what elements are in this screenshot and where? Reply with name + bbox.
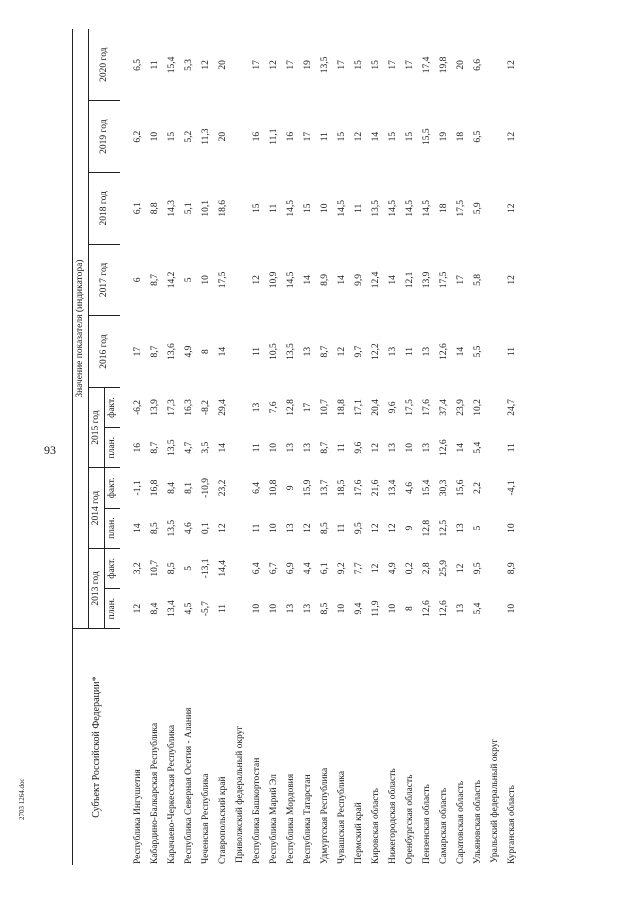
value-cell: 8,7 <box>320 441 330 454</box>
value-cell: 4,6 <box>405 481 415 494</box>
value-cell: 8,1 <box>184 481 194 494</box>
value-cell: 13 <box>286 442 296 453</box>
value-cell: 2,2 <box>473 481 483 494</box>
value-cell: 10,1 <box>201 199 211 217</box>
value-cell: 17 <box>252 60 262 70</box>
value-cell: 17,3 <box>167 399 177 416</box>
table-row <box>470 29 487 865</box>
value-cell: 25,9 <box>439 560 449 577</box>
value-cell: 5,2 <box>184 130 194 143</box>
value-cell: 17,5 <box>439 271 449 289</box>
region-name-cell: Самарская область <box>439 787 449 864</box>
value-cell: 8,7 <box>150 441 160 454</box>
value-cell: 11,1 <box>269 128 279 145</box>
value-cell: 12 <box>371 563 381 574</box>
year-header-2014: 2014 год <box>89 468 105 548</box>
value-cell: 8,4 <box>150 602 160 615</box>
value-cell: 12 <box>456 563 466 574</box>
value-cell: 14 <box>456 346 466 357</box>
value-cell: 0,1 <box>201 522 211 535</box>
value-cell: -8,2 <box>201 399 211 416</box>
value-cell: 5,9 <box>473 202 483 215</box>
value-cell: 10,7 <box>320 399 330 416</box>
value-cell: 17,1 <box>354 399 364 416</box>
table-row <box>300 29 317 865</box>
value-cell: 4,9 <box>388 562 398 575</box>
value-cell: 14,5 <box>286 199 296 217</box>
region-name-cell: Курганская область <box>507 785 517 864</box>
value-cell: 4,5 <box>184 602 194 615</box>
value-cell: -10,9 <box>201 478 211 498</box>
plan-header-2014: план. <box>105 508 121 548</box>
value-cell: 13 <box>286 603 296 614</box>
value-cell: 13,9 <box>422 271 432 289</box>
value-cell: 20,4 <box>371 399 381 416</box>
value-cell: 9,5 <box>354 522 364 535</box>
value-cell: 14 <box>303 275 313 285</box>
value-cell: 10,9 <box>269 271 279 289</box>
value-cell: 13 <box>388 346 398 357</box>
value-cell: 6,9 <box>286 562 296 575</box>
plan-header-2015: план. <box>105 428 121 468</box>
value-cell: 11 <box>337 523 347 533</box>
value-cell: 14 <box>388 275 398 285</box>
value-cell: 8,9 <box>507 562 517 575</box>
value-cell: 14 <box>133 523 143 533</box>
table-row <box>419 29 436 865</box>
table-header <box>73 29 131 865</box>
value-cell: 13,5 <box>167 439 177 457</box>
value-cell: 6,2 <box>133 130 143 143</box>
value-cell: 13,9 <box>150 399 160 416</box>
value-cell: 13 <box>422 346 432 357</box>
region-name-cell: Республика Мордовия <box>286 773 296 864</box>
value-cell: 13,5 <box>286 343 296 360</box>
value-cell: 30,3 <box>439 479 449 497</box>
value-cell: 12 <box>371 442 381 453</box>
value-cell: 5,1 <box>184 202 194 215</box>
value-cell: 13,5 <box>371 199 381 217</box>
table-row <box>385 29 402 865</box>
value-cell: 13 <box>388 442 398 453</box>
value-cell: 14,3 <box>167 199 177 217</box>
value-cell: 5 <box>473 525 483 531</box>
value-cell: 14,2 <box>167 271 177 289</box>
value-cell: 15,4 <box>167 56 177 74</box>
value-cell: 10 <box>269 523 279 533</box>
value-cell: -6,2 <box>133 399 143 416</box>
value-cell: 29,4 <box>218 399 228 416</box>
value-cell: 17 <box>133 346 143 357</box>
value-cell: 13 <box>252 402 262 413</box>
value-cell: 14,5 <box>337 199 347 217</box>
value-cell: 9 <box>286 485 296 491</box>
value-cell: 13,5 <box>320 56 330 74</box>
value-cell: 17,5 <box>218 271 228 289</box>
year-header-2013: 2013 год <box>89 548 105 628</box>
value-cell: 12 <box>269 60 279 70</box>
value-cell: 17,5 <box>456 199 466 217</box>
value-cell: 12,6 <box>439 343 449 360</box>
value-cell: 12,8 <box>422 519 432 537</box>
value-cell: 9,5 <box>473 562 483 575</box>
value-cell: 9 <box>405 525 415 531</box>
value-cell: 12,1 <box>405 271 415 289</box>
value-cell: 17 <box>286 60 296 70</box>
value-cell: 5,3 <box>184 58 194 71</box>
region-name-cell: Чувашская Республика <box>337 770 347 864</box>
value-cell: 12 <box>507 60 517 70</box>
value-cell: 16,8 <box>150 479 160 497</box>
value-cell: 18,8 <box>337 399 347 416</box>
value-cell: 12 <box>337 346 347 357</box>
value-cell: 6,1 <box>320 562 330 575</box>
year-header-2020: 2020 год <box>89 29 121 101</box>
value-cell: 21,6 <box>371 479 381 497</box>
value-cell: 15,6 <box>456 479 466 497</box>
value-cell: 13 <box>303 346 313 357</box>
value-cell: 13 <box>456 603 466 614</box>
value-cell: 8 <box>405 606 415 611</box>
value-cell: 20 <box>218 60 228 70</box>
value-cell: 9,4 <box>354 602 364 615</box>
value-cell: 10,7 <box>150 560 160 577</box>
value-cell: 9,6 <box>388 401 398 414</box>
value-cell: 5,4 <box>473 441 483 454</box>
plan-header-2013: план. <box>105 588 121 628</box>
region-name-cell: Кировская область <box>371 787 381 864</box>
value-cell: 18,6 <box>218 199 228 217</box>
value-cell: 5,4 <box>473 602 483 615</box>
table-row <box>453 29 470 865</box>
table-row <box>147 29 164 865</box>
value-cell: 23,2 <box>218 479 228 497</box>
region-name-cell: Саратовская область <box>456 780 466 864</box>
district-group-label: Приволжский федеральный округ <box>235 725 245 863</box>
value-cell: 17,5 <box>405 399 415 416</box>
value-cell: 18 <box>439 203 449 214</box>
value-cell: 10 <box>405 442 415 453</box>
fact-header-2015: факт. <box>105 387 121 427</box>
value-cell: 8,5 <box>150 522 160 535</box>
value-cell: 14,5 <box>405 199 415 217</box>
year-header-2015: 2015 год <box>89 387 105 467</box>
value-cell: 14,5 <box>388 199 398 217</box>
value-cell: 11 <box>507 346 517 357</box>
region-name-cell: Республика Северная Осетия - Алания <box>184 707 194 864</box>
table-row <box>504 29 521 865</box>
value-cell: 13 <box>303 442 313 453</box>
value-cell: 12,2 <box>371 343 381 360</box>
value-cell: 17,4 <box>422 56 432 74</box>
fact-header-2013: факт. <box>105 548 121 588</box>
value-cell: 10 <box>269 603 279 614</box>
value-cell: 8,7 <box>150 345 160 358</box>
value-cell: 11,9 <box>371 600 381 617</box>
region-name-cell: Республика Татарстан <box>303 774 313 864</box>
table-row <box>130 29 147 865</box>
value-cell: 7,6 <box>269 401 279 414</box>
value-cell: 14 <box>371 131 381 142</box>
value-cell: 37,4 <box>439 399 449 416</box>
value-cell: 12 <box>507 131 517 142</box>
value-cell: 12 <box>201 60 211 70</box>
year-header-2019: 2019 год <box>89 101 121 173</box>
indicator-table <box>72 29 521 865</box>
value-cell: 20 <box>456 60 466 70</box>
table-row <box>402 29 419 865</box>
value-cell: 3,2 <box>133 562 143 575</box>
page-number: 93 <box>44 443 56 457</box>
table-row <box>436 29 453 865</box>
value-cell: 12 <box>388 523 398 533</box>
value-cell: 17 <box>388 60 398 70</box>
value-cell: 15 <box>371 60 381 70</box>
value-cell: 19 <box>439 131 449 142</box>
value-cell: 14 <box>456 442 466 453</box>
value-cell: 17,6 <box>354 479 364 497</box>
value-cell: 14 <box>337 275 347 285</box>
value-cell: -5,7 <box>201 601 211 617</box>
table-row <box>249 29 266 865</box>
value-cell: 14 <box>218 346 228 357</box>
value-cell: 15 <box>388 131 398 142</box>
value-cell: 11 <box>252 346 262 357</box>
district-group-row <box>232 29 249 865</box>
value-cell: 8,5 <box>320 602 330 615</box>
value-cell: 17 <box>456 275 466 285</box>
value-cell: 13,4 <box>167 600 177 617</box>
value-cell: 6,6 <box>473 58 483 71</box>
value-cell: 4,7 <box>184 441 194 454</box>
value-cell: 8,5 <box>320 522 330 535</box>
table-row <box>266 29 283 865</box>
value-cell: 12,8 <box>286 399 296 416</box>
region-name-cell: Республика Марий Эл <box>269 774 279 864</box>
value-cell: 15 <box>337 131 347 142</box>
value-cell: 5,5 <box>473 345 483 358</box>
district-group-row <box>487 29 504 865</box>
value-cell: 15 <box>405 131 415 142</box>
value-cell: 10,5 <box>269 343 279 360</box>
value-cell: 12 <box>218 523 228 533</box>
table-row <box>351 29 368 865</box>
region-name-cell: Оренбургская область <box>405 774 415 864</box>
value-cell: 11 <box>218 604 228 614</box>
value-cell: 17 <box>405 60 415 70</box>
value-cell: 4,9 <box>184 345 194 358</box>
value-cell: 13,4 <box>388 479 398 497</box>
value-cell: 17 <box>303 402 313 413</box>
value-cell: 11 <box>269 203 279 213</box>
value-cell: 11 <box>150 60 160 70</box>
table-row <box>317 29 334 865</box>
value-cell: 14,5 <box>286 271 296 289</box>
value-cell: 12,6 <box>422 600 432 617</box>
value-cell: 9,9 <box>354 273 364 286</box>
value-cell: 8,9 <box>320 273 330 286</box>
value-cell: 12 <box>507 203 517 214</box>
value-cell: 10,2 <box>473 399 483 416</box>
value-cell: 6,5 <box>473 130 483 143</box>
fact-header-2014: факт. <box>105 468 121 508</box>
value-cell: 11 <box>252 443 262 453</box>
value-cell: 18,5 <box>337 479 347 497</box>
value-cell: 11 <box>507 443 517 453</box>
value-cell: 14,4 <box>218 560 228 577</box>
value-cell: 12 <box>507 275 517 285</box>
value-cell: 16 <box>286 131 296 142</box>
value-cell: 13,6 <box>167 343 177 360</box>
value-cell: 13 <box>286 523 296 533</box>
value-cell: 15 <box>354 60 364 70</box>
value-cell: 12 <box>354 131 364 142</box>
value-cell: 8,7 <box>320 345 330 358</box>
year-header-2018: 2018 год <box>89 172 121 244</box>
value-cell: 17 <box>303 131 313 142</box>
rotated-table-container <box>72 29 604 865</box>
value-cell: 10 <box>507 523 517 533</box>
value-cell: 14,5 <box>422 199 432 217</box>
value-cell: 6,4 <box>252 481 262 494</box>
value-cell: -4,1 <box>507 480 517 496</box>
value-cell: 9,2 <box>337 562 347 575</box>
value-cell: 13,7 <box>320 479 330 497</box>
value-cell: 10 <box>269 442 279 453</box>
value-cell: 8,7 <box>150 273 160 286</box>
value-cell: 11 <box>405 346 415 357</box>
table-row <box>181 29 198 865</box>
value-cell: 10 <box>150 131 160 142</box>
table-row <box>368 29 385 865</box>
value-cell: 15,9 <box>303 479 313 497</box>
table-row <box>283 29 300 865</box>
value-cell: 12 <box>133 603 143 614</box>
value-cell: 13 <box>303 603 313 614</box>
value-cell: 6,5 <box>133 58 143 71</box>
table-row <box>334 29 351 865</box>
region-name-cell: Пензенская область <box>422 784 432 864</box>
value-cell: 20 <box>218 131 228 142</box>
value-cell: 11 <box>354 203 364 213</box>
region-name-cell: Удмуртская Республика <box>320 767 330 864</box>
region-name-cell: Республика Башкортостан <box>252 757 262 864</box>
value-cell: 6,1 <box>133 202 143 215</box>
value-cell: 5,8 <box>473 273 483 286</box>
value-cell: 10 <box>320 203 330 214</box>
value-cell: -13,1 <box>201 558 211 579</box>
value-cell: 15 <box>167 131 177 142</box>
value-cell: 15 <box>252 203 262 214</box>
subject-column-header: Субъект Российской Федерации* <box>73 629 121 865</box>
value-cell: 11 <box>337 443 347 453</box>
region-name-cell: Нижегородская область <box>388 768 398 864</box>
value-cell: 5 <box>184 277 194 283</box>
value-cell: 17,6 <box>422 399 432 416</box>
value-cell: 6,7 <box>269 562 279 575</box>
value-cell: 16,3 <box>184 399 194 416</box>
value-cell: 12 <box>252 275 262 285</box>
value-cell: 3,5 <box>201 441 211 454</box>
region-name-cell: Пермский край <box>354 802 364 864</box>
region-name-cell: Кабардино-Балкарская Республика <box>150 722 160 864</box>
region-name-cell: Республика Ингушетия <box>133 769 143 864</box>
value-cell: 7,7 <box>354 562 364 575</box>
value-cell: 24,7 <box>507 399 517 416</box>
value-cell: 2,8 <box>422 562 432 575</box>
value-cell: 12 <box>303 523 313 533</box>
value-cell: 13 <box>422 442 432 453</box>
value-cell: 10 <box>388 603 398 614</box>
region-name-cell: Карачаево-Черкесская Республика <box>167 724 177 864</box>
value-cell: 14 <box>218 442 228 453</box>
table-row <box>164 29 181 865</box>
value-cell: 19,8 <box>439 56 449 74</box>
value-cell: 10 <box>252 603 262 614</box>
region-name-cell: Ставропольский край <box>218 776 228 864</box>
value-cell: 11,3 <box>201 128 211 145</box>
document-footer: 2703 1264.doc <box>18 778 26 820</box>
value-cell: -1,1 <box>133 480 143 496</box>
value-cell: 13 <box>456 523 466 533</box>
indicator-group-header: Значение показателя (индикатора) <box>73 29 89 629</box>
value-cell: 16 <box>252 131 262 142</box>
value-cell: 0,2 <box>405 562 415 575</box>
value-cell: 18 <box>456 131 466 142</box>
value-cell: 9,6 <box>354 441 364 454</box>
table-row <box>198 29 215 865</box>
value-cell: 4,4 <box>303 562 313 575</box>
value-cell: 17 <box>337 60 347 70</box>
region-name-cell: Ульяновская область <box>473 779 483 864</box>
value-cell: 8,4 <box>167 481 177 494</box>
value-cell: 23,9 <box>456 399 466 416</box>
value-cell: 16 <box>133 442 143 453</box>
value-cell: 11 <box>320 132 330 142</box>
value-cell: 12,5 <box>439 519 449 537</box>
value-cell: 15 <box>303 203 313 214</box>
region-name-cell: Чеченская Республика <box>201 773 211 864</box>
value-cell: 12,4 <box>371 271 381 289</box>
value-cell: 6 <box>133 277 143 283</box>
value-cell: 15,5 <box>422 128 432 145</box>
value-cell: 8,5 <box>167 562 177 575</box>
value-cell: 10 <box>507 603 517 614</box>
value-cell: 8,8 <box>150 202 160 215</box>
table-body <box>130 29 521 865</box>
value-cell: 6,4 <box>252 562 262 575</box>
value-cell: 10,8 <box>269 479 279 497</box>
value-cell: 5 <box>184 565 194 571</box>
value-cell: 19 <box>303 60 313 70</box>
value-cell: 10 <box>337 603 347 614</box>
value-cell: 12,6 <box>439 439 449 457</box>
value-cell: 11 <box>252 523 262 533</box>
value-cell: 12 <box>371 523 381 533</box>
value-cell: 4,6 <box>184 522 194 535</box>
year-header-2016: 2016 год <box>89 316 121 388</box>
value-cell: 13,5 <box>167 519 177 537</box>
table-row <box>215 29 232 865</box>
value-cell: 12,6 <box>439 600 449 617</box>
value-cell: 8 <box>201 349 211 354</box>
value-cell: 10 <box>201 275 211 285</box>
value-cell: 9,7 <box>354 345 364 358</box>
year-header-2017: 2017 год <box>89 244 121 316</box>
district-group-label: Уральский федеральный округ <box>490 738 500 863</box>
value-cell: 15,4 <box>422 479 432 497</box>
